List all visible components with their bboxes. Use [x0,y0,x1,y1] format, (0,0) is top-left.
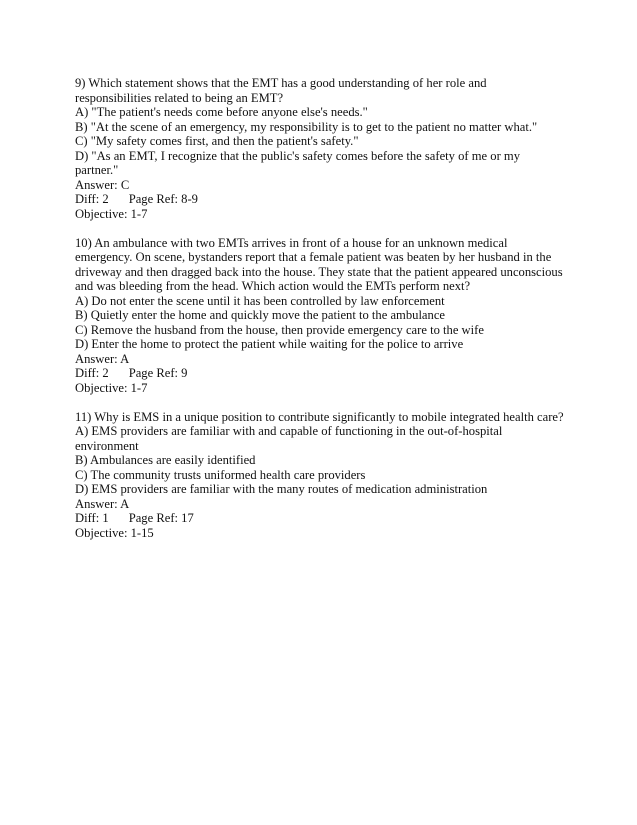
page-ref: Page Ref: 9 [128,366,188,380]
answer: Answer: C [75,177,130,192]
option-a: A) "The patient's needs come before anyone else's needs." [75,105,368,119]
option-c: C) The community trusts uniformed health care providers [75,467,366,482]
difficulty: Diff: 1 [75,511,109,525]
answer: Answer: A [75,351,130,366]
question-9 [75,76,575,221]
question-stem-line: and was bleeding from the head. Which action would the EMTs perform next? [75,279,471,293]
objective: Objective: 1-7 [75,206,148,221]
objective: Objective: 1-15 [75,525,154,540]
question-stem-line: driveway and then dragged back into the house. They state that the patient appeared unconscious [75,264,563,279]
difficulty-pageref-row [75,192,575,207]
option-d-continued: partner." [75,163,119,177]
option-a: A) Do not enter the scene until it has been controlled by law enforcement [75,293,445,308]
option-b: B) Ambulances are easily identified [75,453,256,467]
option-c: C) "My safety comes first, and then the patient's safety." [75,134,359,148]
question-stem-line: 9) Which statement shows that the EMT has a good understanding of her role and [75,76,487,90]
question-10 [75,236,575,396]
objective: Objective: 1-7 [75,380,148,395]
question-11 [75,410,575,541]
option-d: D) EMS providers are familiar with the many routes of medication administration [75,482,488,496]
option-c: C) Remove the husband from the house, then provide emergency care to the wife [75,322,484,337]
document-page [75,76,575,555]
option-d: D) Enter the home to protect the patient while waiting for the police to arrive [75,337,464,351]
page-ref: Page Ref: 17 [128,511,194,525]
question-stem-line: emergency. On scene, bystanders report that a female patient was beaten by her husband in the [75,250,552,264]
option-b: B) "At the scene of an emergency, my responsibility is to get to the patient no matter what." [75,119,538,134]
answer: Answer: A [75,496,130,511]
question-stem-line: 10) An ambulance with two EMTs arrives in front of a house for an unknown medical [75,235,508,250]
option-a-continued: environment [75,438,139,453]
option-b: B) Quietly enter the home and quickly move the patient to the ambulance [75,308,446,322]
question-stem-line: responsibilities related to being an EMT? [75,90,284,105]
option-d: D) "As an EMT, I recognize that the public's safety comes before the safety of me or my [75,148,521,163]
page-ref: Page Ref: 8-9 [128,192,198,206]
difficulty-pageref-row [75,366,575,381]
difficulty: Diff: 2 [75,192,109,206]
difficulty: Diff: 2 [75,366,109,380]
difficulty-pageref-row [75,511,575,526]
option-a: A) EMS providers are familiar with and capable of functioning in the out-of-hospital [75,424,503,438]
question-stem-line: 11) Why is EMS in a unique position to contribute significantly to mobile integrated health care? [75,409,564,424]
